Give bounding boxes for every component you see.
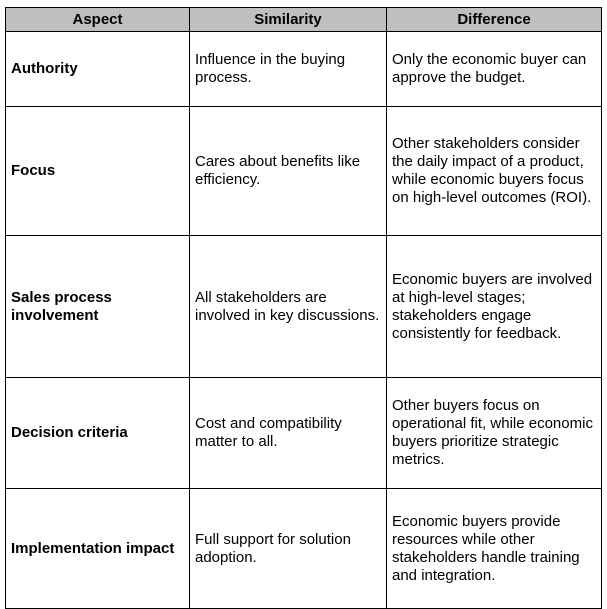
similarity-cell: All stakeholders are involved in key discussions. [190,236,387,378]
difference-cell: Economic buyers are involved at high-level stages; stakeholders engage consistently for feedback. [387,236,602,378]
comparison-table [5,7,602,609]
similarity-cell: Cost and compatibility matter to all. [190,378,387,489]
difference-cell: Other buyers focus on operational fit, while economic buyers prioritize strategic metrics. [387,378,602,489]
table-row [6,107,602,236]
aspect-cell: Focus [6,107,190,236]
header-row [6,8,602,32]
difference-cell: Only the economic buyer can approve the budget. [387,32,602,107]
difference-cell: Other stakeholders consider the daily impact of a product, while economic buyers focus on high-level outcomes (ROI). [387,107,602,236]
similarity-cell: Cares about benefits like efficiency. [190,107,387,236]
similarity-cell: Full support for solution adoption. [190,489,387,609]
table-row [6,489,602,609]
aspect-cell: Implementation impact [6,489,190,609]
table-row [6,236,602,378]
header-similarity: Similarity [190,8,387,32]
similarity-cell: Influence in the buying process. [190,32,387,107]
header-aspect: Aspect [6,8,190,32]
table-row [6,378,602,489]
table-row [6,32,602,107]
difference-cell: Economic buyers provide resources while other stakeholders handle training and integration. [387,489,602,609]
header-difference: Difference [387,8,602,32]
aspect-cell: Sales process involvement [6,236,190,378]
aspect-cell: Authority [6,32,190,107]
comparison-table-container [5,7,601,604]
aspect-cell: Decision criteria [6,378,190,489]
